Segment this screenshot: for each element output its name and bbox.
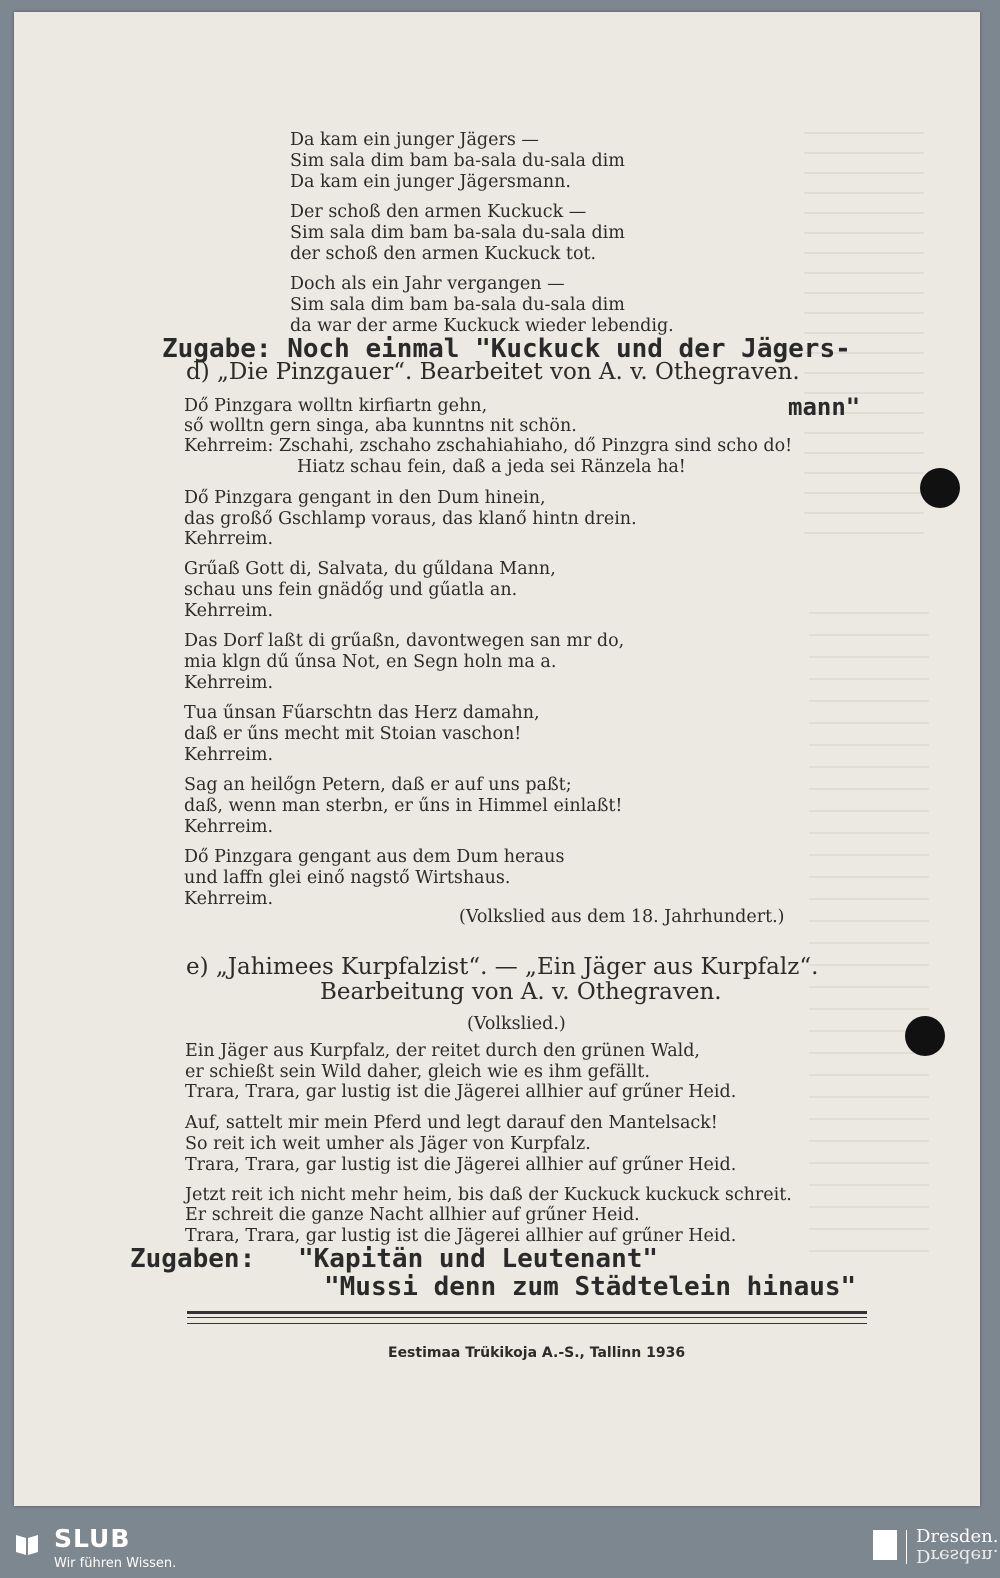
verse-line: daß er űns mecht mit Stoian vaschon!: [184, 724, 522, 744]
verse-line: Sim sala dim bam ba-sala du-sala dim: [290, 151, 625, 171]
section-d-heading: d) „Die Pinzgauer“. Bearbeitet von A. v. Othegraven.: [186, 359, 800, 385]
verse-line: Trara, Trara, gar lustig ist die Jägerei allhier auf grűner Heid.: [185, 1082, 737, 1102]
footer-divider: [906, 1530, 907, 1564]
city-logo-mirror: Dresden.: [916, 1545, 999, 1566]
verse-line: Doch als ein Jahr vergangen —: [290, 274, 565, 294]
punch-hole: [920, 468, 960, 508]
zugaben-typed-item: "Mussi denn zum Städtelein hinaus": [324, 1272, 857, 1302]
section-e-note: (Volkslied.): [467, 1014, 566, 1034]
verse-line: der schoß den armen Kuckuck tot.: [290, 244, 597, 264]
zugabe-typed-note: Zugabe: Noch einmal "Kuckuck und der Jägers-: [162, 334, 851, 364]
zugaben-typed-label: Zugaben:: [130, 1244, 256, 1274]
refrain-marker: Kehrreim.: [184, 529, 274, 549]
refrain-marker: Kehrreim.: [184, 817, 274, 837]
bleed-through-text: [809, 612, 929, 1262]
verse-line: Sag an heilőgn Petern, daß er auf uns paßt;: [184, 775, 572, 795]
source-note: (Volkslied aus dem 18. Jahrhundert.): [459, 907, 785, 927]
verse-line: Der schoß den armen Kuckuck —: [290, 202, 587, 222]
refrain-line: Hiatz schau fein, daß a jeda sei Ränzela ha!: [297, 457, 686, 477]
zugabe-typed-note-cont: mann": [788, 393, 861, 421]
refrain-marker: Kehrreim.: [184, 601, 274, 621]
verse-line: Da kam ein junger Jägersmann.: [290, 172, 571, 192]
zugaben-typed-item: "Kapitän und Leutenant": [298, 1244, 659, 1274]
verse-line: Er schreit die ganze Nacht allhier auf grűner Heid.: [185, 1205, 640, 1225]
verse-line: Auf, sattelt mir mein Pferd und legt darauf den Mantelsack!: [185, 1113, 718, 1133]
verse-line: Trara, Trara, gar lustig ist die Jägerei allhier auf grűner Heid.: [185, 1226, 737, 1246]
footer-bar: [0, 1518, 1000, 1578]
divider-rule: [187, 1317, 867, 1318]
refrain-marker: Kehrreim.: [184, 673, 274, 693]
book-icon: [14, 1531, 40, 1557]
dresden-crest-icon: [873, 1530, 897, 1560]
divider-rule: [187, 1311, 867, 1314]
verse-line: schau uns fein gnädőg und gűatla an.: [184, 580, 518, 600]
refrain-line: Kehrreim: Zschahi, zschaho zschahiahiaho, dő Pinzgra sind scho do!: [184, 436, 793, 456]
verse-line: Das Dorf laßt di grűaßn, davontwegen san mr do,: [184, 631, 625, 651]
verse-line: ső wolltn gern singa, aba kunntns nit schön.: [184, 416, 577, 436]
verse-line: Da kam ein junger Jägers —: [290, 130, 539, 150]
section-e-subheading: Bearbeitung von A. v. Othegraven.: [320, 979, 722, 1005]
city-logo[interactable]: Dresden.: [916, 1526, 999, 1547]
verse-line: Dő Pinzgara wolltn kirfiartn gehn,: [184, 396, 488, 416]
verse-line: Ein Jäger aus Kurpfalz, der reitet durch den grünen Wald,: [185, 1041, 700, 1061]
verse-line: Tua űnsan Fűarschtn das Herz damahn,: [184, 703, 540, 723]
divider-rule: [187, 1323, 867, 1324]
brand-tagline: Wir führen Wissen.: [54, 1556, 177, 1571]
verse-line: Sim sala dim bam ba-sala du-sala dim: [290, 295, 625, 315]
verse-line: und laffn glei einő nagstő Wirtshaus.: [184, 868, 511, 888]
printer-imprint: Eestimaa Trükikoja A.-S., Tallinn 1936: [388, 1345, 686, 1361]
brand-name[interactable]: SLUB: [54, 1524, 131, 1553]
verse-line: Sim sala dim bam ba-sala du-sala dim: [290, 223, 625, 243]
verse-line: Dő Pinzgara gengant aus dem Dum heraus: [184, 847, 565, 867]
verse-line: er schießt sein Wild daher, gleich wie es ihm gefällt.: [185, 1062, 650, 1082]
section-e-heading: e) „Jahimees Kurpfalzist“. — „Ein Jäger aus Kurpfalz“.: [186, 954, 819, 980]
verse-line: So reit ich weit umher als Jäger von Kurpfalz.: [185, 1134, 591, 1154]
verse-line: Dő Pinzgara gengant in den Dum hinein,: [184, 488, 546, 508]
punch-hole: [905, 1016, 945, 1056]
verse-line: das großő Gschlamp voraus, das klanő hintn drein.: [184, 509, 637, 529]
verse-line: Grűaß Gott di, Salvata, du gűldana Mann,: [184, 559, 556, 579]
refrain-marker: Kehrreim.: [184, 889, 274, 909]
verse-line: mia klgn dű űnsa Not, en Segn holn ma a.: [184, 652, 557, 672]
verse-line: Jetzt reit ich nicht mehr heim, bis daß der Kuckuck kuckuck schreit.: [185, 1185, 792, 1205]
verse-line: da war der arme Kuckuck wieder lebendig.: [290, 316, 674, 336]
verse-line: daß, wenn man sterbn, er űns in Himmel einlaßt!: [184, 796, 623, 816]
verse-line: Trara, Trara, gar lustig ist die Jägerei allhier auf grűner Heid.: [185, 1155, 737, 1175]
refrain-marker: Kehrreim.: [184, 745, 274, 765]
